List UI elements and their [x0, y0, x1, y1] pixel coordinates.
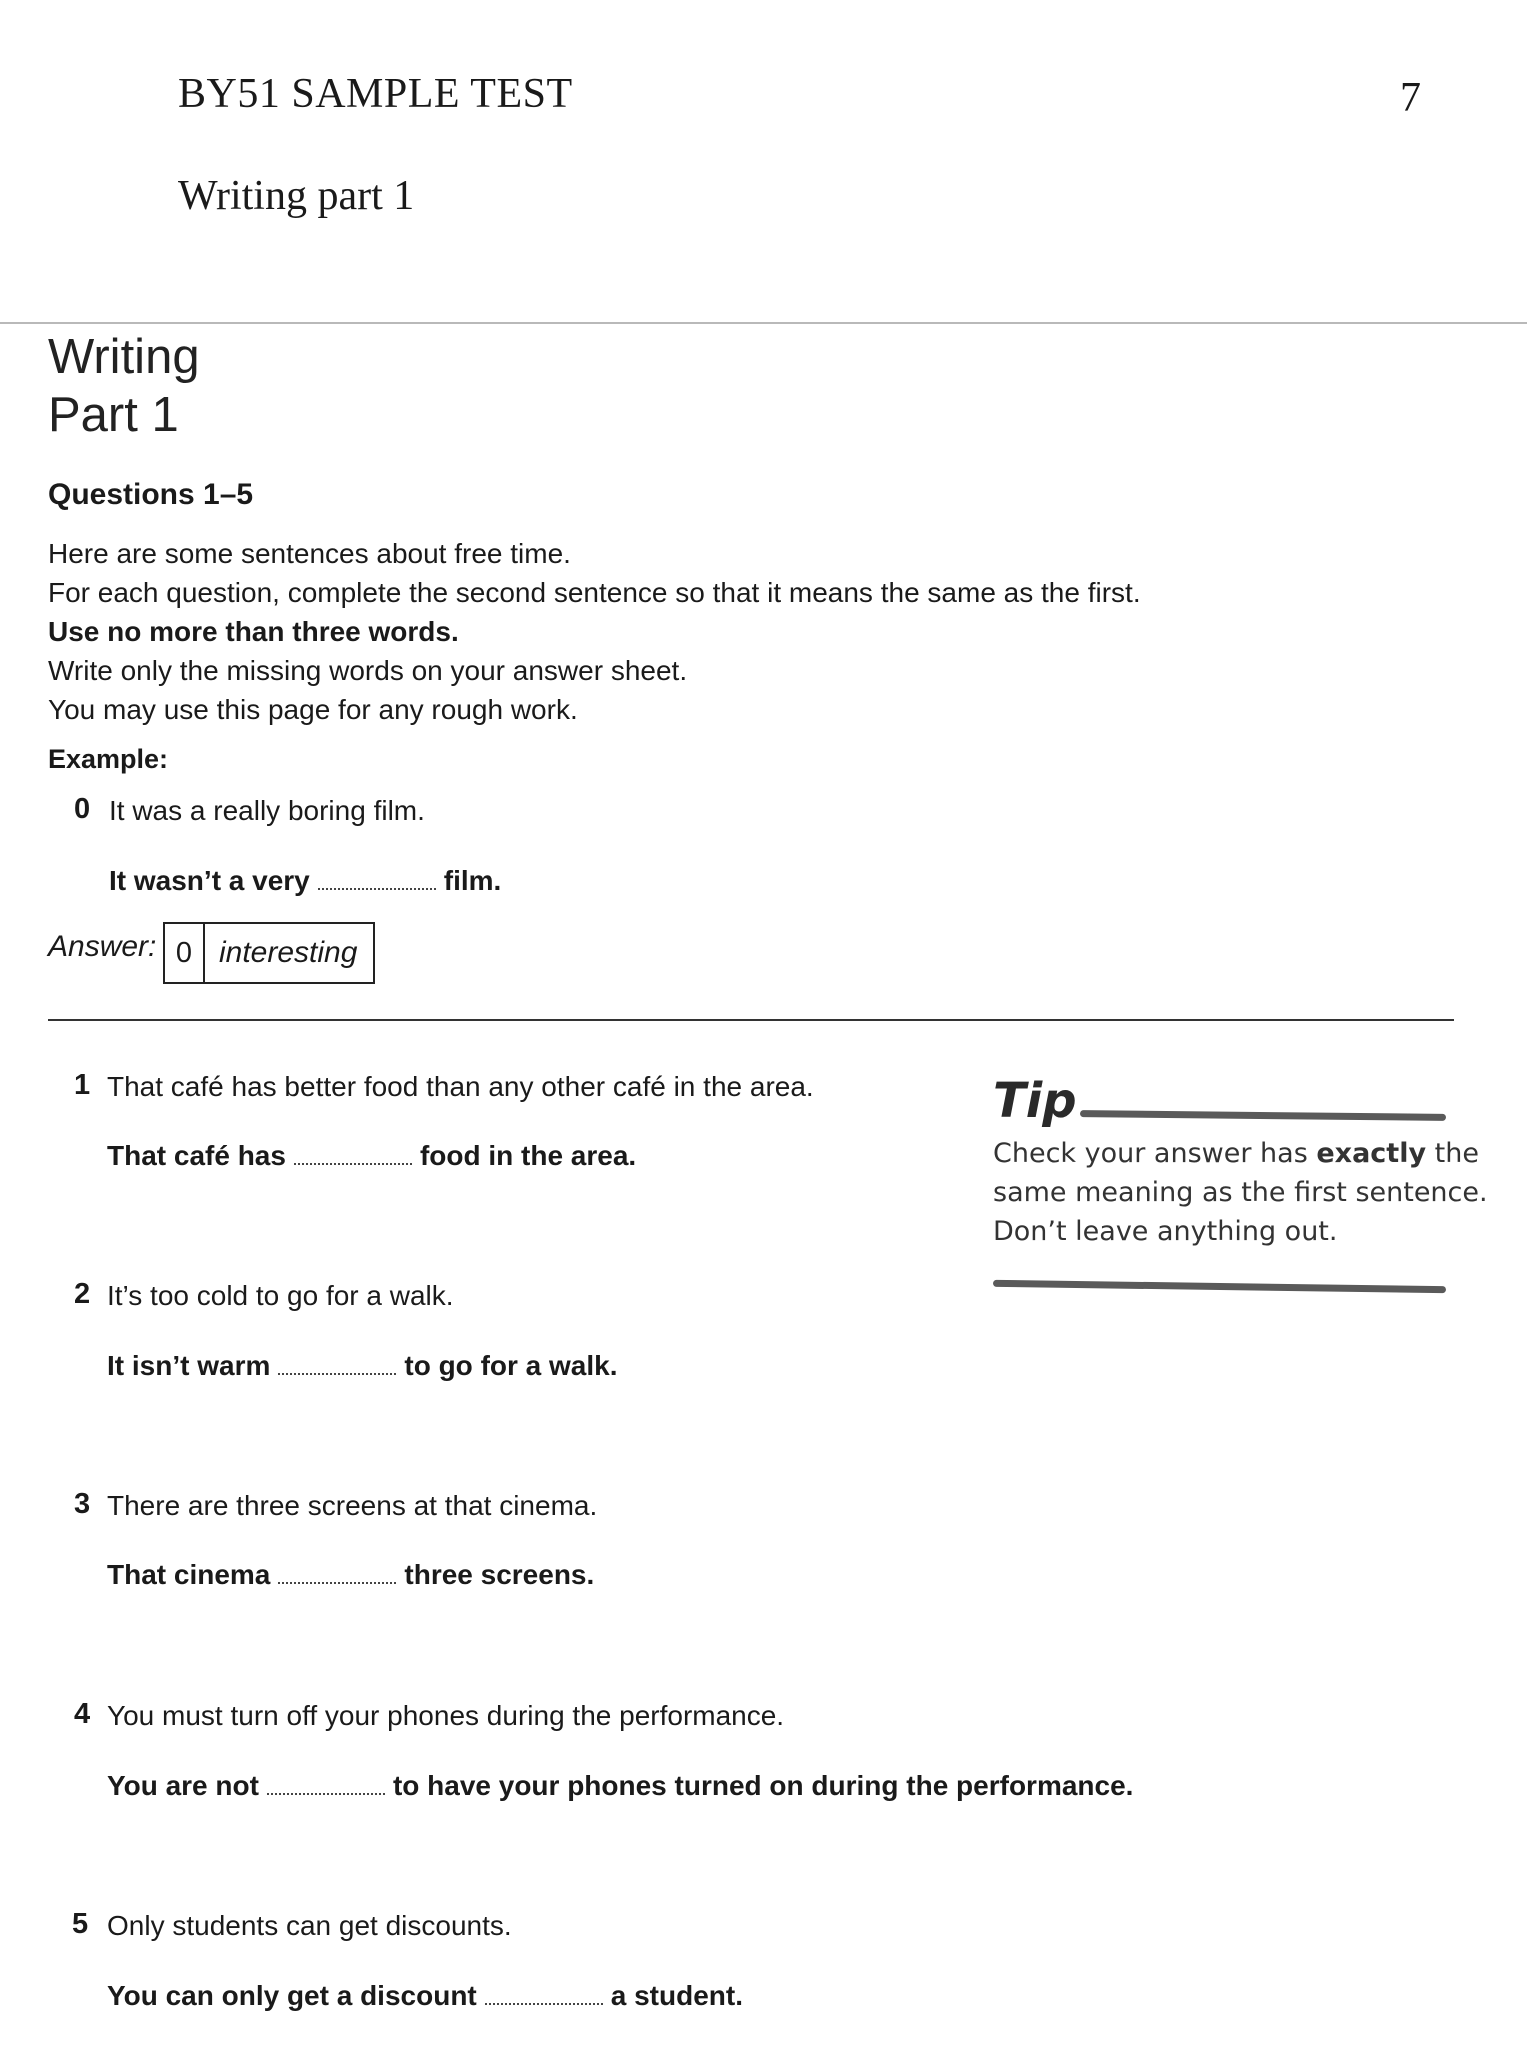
answer-after: a student. — [610, 1980, 743, 2011]
example-answer-box — [163, 922, 375, 984]
header-divider — [0, 322, 1527, 324]
answer-box-number: 0 — [165, 924, 205, 982]
question-answer-line — [107, 1140, 636, 1172]
instruction-line: You may use this page for any rough work. — [48, 694, 578, 725]
section-title — [48, 328, 200, 444]
section-title-line2: Part 1 — [48, 388, 179, 442]
tip-text-emphasis: exactly — [1316, 1138, 1427, 1169]
answer-blank — [278, 1369, 396, 1375]
tip-text-part: Check your answer has — [993, 1138, 1317, 1169]
example-number: 0 — [74, 793, 91, 825]
answer-before: You are not — [107, 1770, 259, 1801]
answer-blank — [318, 884, 436, 890]
answer-after: three screens. — [404, 1559, 595, 1590]
tip-text — [993, 1134, 1488, 1251]
question-sentence: It’s too cold to go for a walk. — [107, 1280, 454, 1311]
answer-after: to go for a walk. — [404, 1350, 618, 1381]
question-number: 5 — [72, 1908, 89, 1940]
page-number: 7 — [1400, 75, 1421, 121]
example-answer-after: film. — [443, 865, 502, 896]
question-answer-line — [107, 1350, 618, 1382]
question-sentence: That café has better food than any other café in the area. — [107, 1071, 814, 1102]
instruction-line: For each question, complete the second sentence so that it means the same as the first. — [48, 577, 1141, 608]
question-number: 4 — [74, 1698, 91, 1730]
questions-range: Questions 1–5 — [48, 478, 254, 511]
question-sentence: Only students can get discounts. — [107, 1910, 512, 1941]
example-label: Example: — [48, 744, 169, 774]
question-sentence: There are three screens at that cinema. — [107, 1490, 598, 1521]
question-number: 1 — [74, 1069, 91, 1101]
answer-blank — [267, 1789, 385, 1795]
answer-label: Answer: — [48, 930, 157, 963]
tip-top-stroke — [1080, 1110, 1446, 1121]
answer-blank — [294, 1159, 412, 1165]
tip-title: Tip — [993, 1073, 1077, 1129]
tip-text-line2: same meaning as the first sentence. — [993, 1177, 1488, 1208]
answer-before: You can only get a discount — [107, 1980, 477, 2011]
question-answer-line — [107, 1770, 1133, 1802]
tip-bottom-stroke — [993, 1280, 1446, 1293]
instruction-line: Write only the missing words on your answer sheet. — [48, 655, 688, 686]
answer-after: to have your phones turned on during the performance. — [392, 1770, 1134, 1801]
question-answer-line — [107, 1980, 743, 2012]
section-title-line1: Writing — [48, 330, 200, 384]
example-sentence: It was a really boring film. — [109, 795, 425, 826]
answer-box-word: interesting — [219, 936, 358, 969]
section-divider — [48, 1019, 1454, 1021]
answer-before: That cinema — [107, 1559, 271, 1590]
header-title: BY51 SAMPLE TEST — [178, 71, 573, 117]
example-answer-before: It wasn’t a very — [109, 865, 310, 896]
example-answer-line — [109, 865, 501, 897]
instruction-line-bold: Use no more than three words. — [48, 616, 459, 647]
answer-before: It isn’t warm — [107, 1350, 271, 1381]
tip-text-line3: Don’t leave anything out. — [993, 1216, 1338, 1247]
answer-blank — [278, 1578, 396, 1584]
instructions — [48, 534, 1141, 729]
instruction-line: Here are some sentences about free time. — [48, 538, 571, 569]
tip-text-part: the — [1426, 1138, 1479, 1169]
answer-after: food in the area. — [419, 1140, 637, 1171]
question-number: 3 — [74, 1488, 91, 1520]
tip-text-line1 — [993, 1134, 1488, 1173]
question-sentence: You must turn off your phones during the performance. — [107, 1700, 785, 1731]
question-number: 2 — [74, 1278, 91, 1310]
answer-before: That café has — [107, 1140, 286, 1171]
question-answer-line — [107, 1559, 594, 1591]
header-subtitle: Writing part 1 — [178, 173, 415, 219]
answer-blank — [485, 1999, 603, 2005]
